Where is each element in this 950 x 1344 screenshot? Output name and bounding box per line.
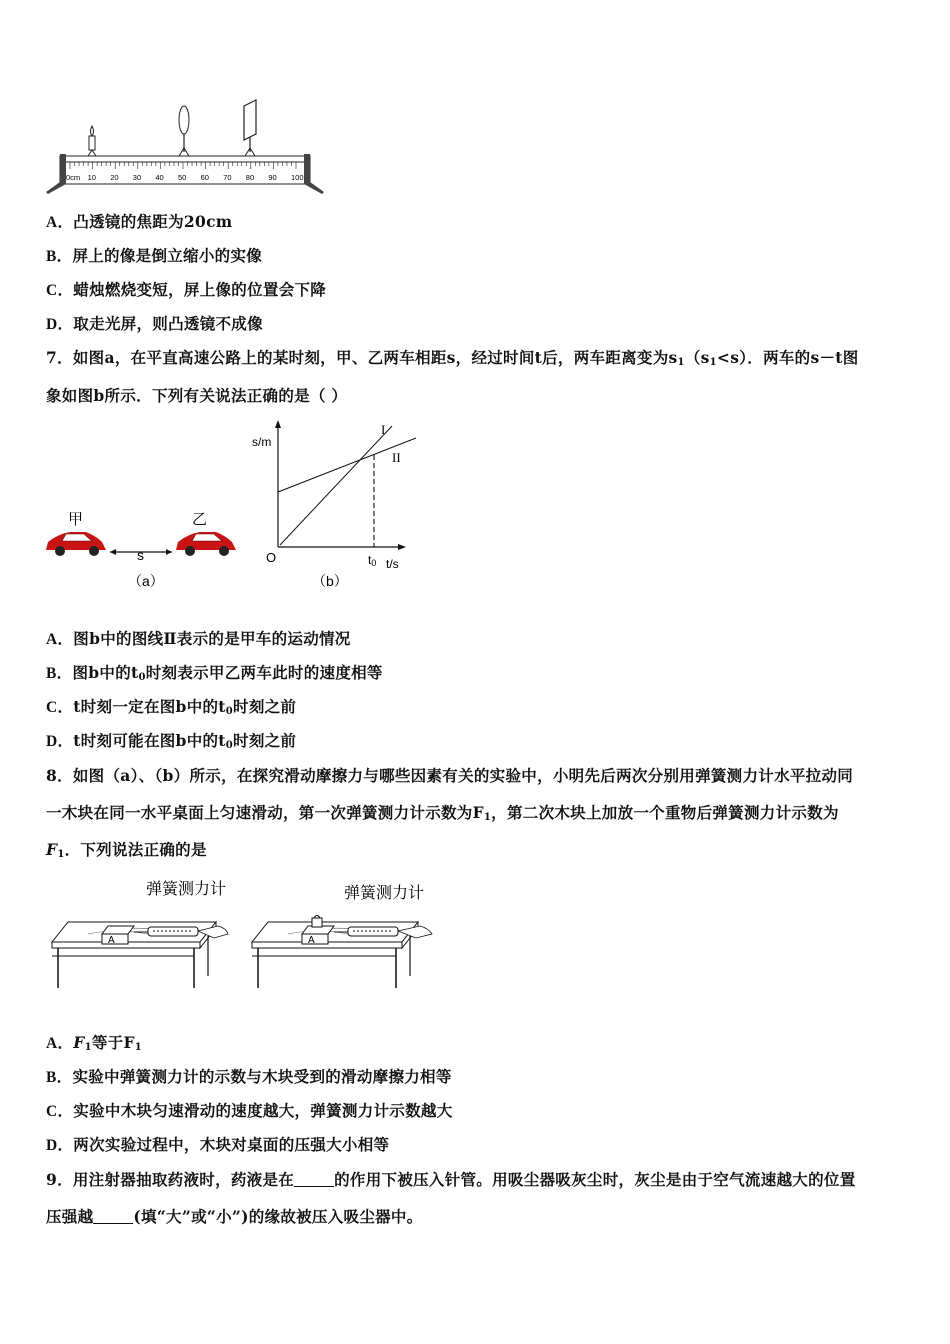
convex-lens-icon <box>179 106 189 156</box>
q7-option-c: C．t时刻一定在图b中的$t_0$时刻之前 <box>46 697 297 717</box>
car-yi-icon <box>176 532 236 556</box>
ruler-label: 70 <box>223 173 232 182</box>
q8-option-b: B．实验中弹簧测力计的示数与木块受到的滑动摩擦力相等 <box>46 1067 452 1086</box>
origin-label: O <box>266 550 277 565</box>
fig-a-caption: （a） <box>128 573 164 589</box>
line-I-label: I <box>381 422 386 437</box>
car-jia-label: 甲 <box>68 511 84 528</box>
q7-option-a: A．图b中的图线Ⅱ表示的是甲车的运动情况 <box>46 629 351 648</box>
svg-text:A: A <box>108 935 115 946</box>
t0-label: t0 <box>368 553 377 568</box>
distance-s-label: s <box>137 547 144 563</box>
q7-option-b: B．图b中的$t_0$时刻表示甲乙两车此时的速度相等 <box>46 663 383 683</box>
q7-figure-a <box>44 506 244 596</box>
line-I <box>280 426 392 545</box>
q8-stem-line2: 一木块在同一水平桌面上匀速滑动，第一次弹簧测力计示数为$F_1$，第二次木块上加放一个重物后弹簧测力计示数为 <box>46 803 839 823</box>
light-screen-icon <box>244 100 256 156</box>
y-axis-label: s/m <box>252 435 272 449</box>
q8-option-c: C．实验中木块匀速滑动的速度越大，弹簧测力计示数越大 <box>46 1101 453 1120</box>
q9-line1: 9．用注射器抽取药液时，药液是在 的作用下被压入针管。用吸尘器吸灰尘时，灰尘是由于空气流速越大的位置 <box>46 1170 856 1189</box>
optical-bench-figure <box>44 96 334 196</box>
x-axis-label: t/s <box>386 557 399 571</box>
q6-option-c: C．蜡烛燃烧变短，屏上像的位置会下降 <box>46 280 327 299</box>
ruler-label: 30 <box>132 173 142 182</box>
ruler-label: 0cm <box>66 173 81 182</box>
car-yi-label: 乙 <box>192 511 208 528</box>
q6-option-b: B．屏上的像是倒立缩小的实像 <box>46 246 263 265</box>
q7-figure-b <box>248 412 428 592</box>
q9-blank-2[interactable] <box>93 1209 133 1224</box>
weight-icon <box>312 916 322 928</box>
ruler-label: 80 <box>245 173 255 182</box>
svg-text:A: A <box>308 935 315 946</box>
spring-scale-label-b: 弹簧测力计 <box>344 885 425 902</box>
q9-line2: 压强越 (填“大”或“小”)的缘故被压入吸尘器中。 <box>46 1207 423 1226</box>
q6-option-d: D．取走光屏，则凸透镜不成像 <box>46 314 263 333</box>
q8-stem-line1: 8．如图（a）、（b）所示，在探究滑动摩擦力与哪些因素有关的实验中，小明先后两次分别用弹簧测力计水平拉动同 <box>46 766 854 785</box>
q6-option-a: A．凸透镜的焦距为20cm <box>46 212 233 231</box>
ruler-label: 10 <box>87 173 96 182</box>
ruler-label: 50 <box>178 173 187 182</box>
q8-figure <box>48 876 448 996</box>
q7-option-d: D．t时刻可能在图b中的$t_0$时刻之前 <box>46 731 297 751</box>
ruler-label: 40 <box>155 173 164 182</box>
candle-icon <box>88 126 96 156</box>
q7-stem-line2: 象如图b所示．下列有关说法正确的是（ ） <box>46 386 348 405</box>
ruler-label: 20 <box>110 173 119 182</box>
spring-scale-label-a: 弹簧测力计 <box>146 881 227 898</box>
car-jia-icon <box>46 532 106 556</box>
q7-stem-line1: 7．如图a，在平直高速公路上的某时刻，甲、乙两车相距s，经过时间t后，两车距离变为$s_1(s_1<s)$．两车的s－t图 <box>46 348 859 368</box>
q8-stem-line3: $F_1$．下列说法正确的是 <box>46 840 207 860</box>
q8-option-a: A．$F_1$等于$F_1$ <box>46 1033 143 1053</box>
ruler-label: 60 <box>200 173 209 182</box>
fig-b-caption: （b） <box>312 573 348 589</box>
q9-blank-1[interactable] <box>294 1172 334 1187</box>
line-II-label: II <box>392 450 401 465</box>
ruler-label: 100 <box>291 173 304 182</box>
line-II <box>278 438 416 492</box>
q8-option-d: D．两次实验过程中，木块对桌面的压强大小相等 <box>46 1135 390 1154</box>
ruler-label: 90 <box>268 173 277 182</box>
